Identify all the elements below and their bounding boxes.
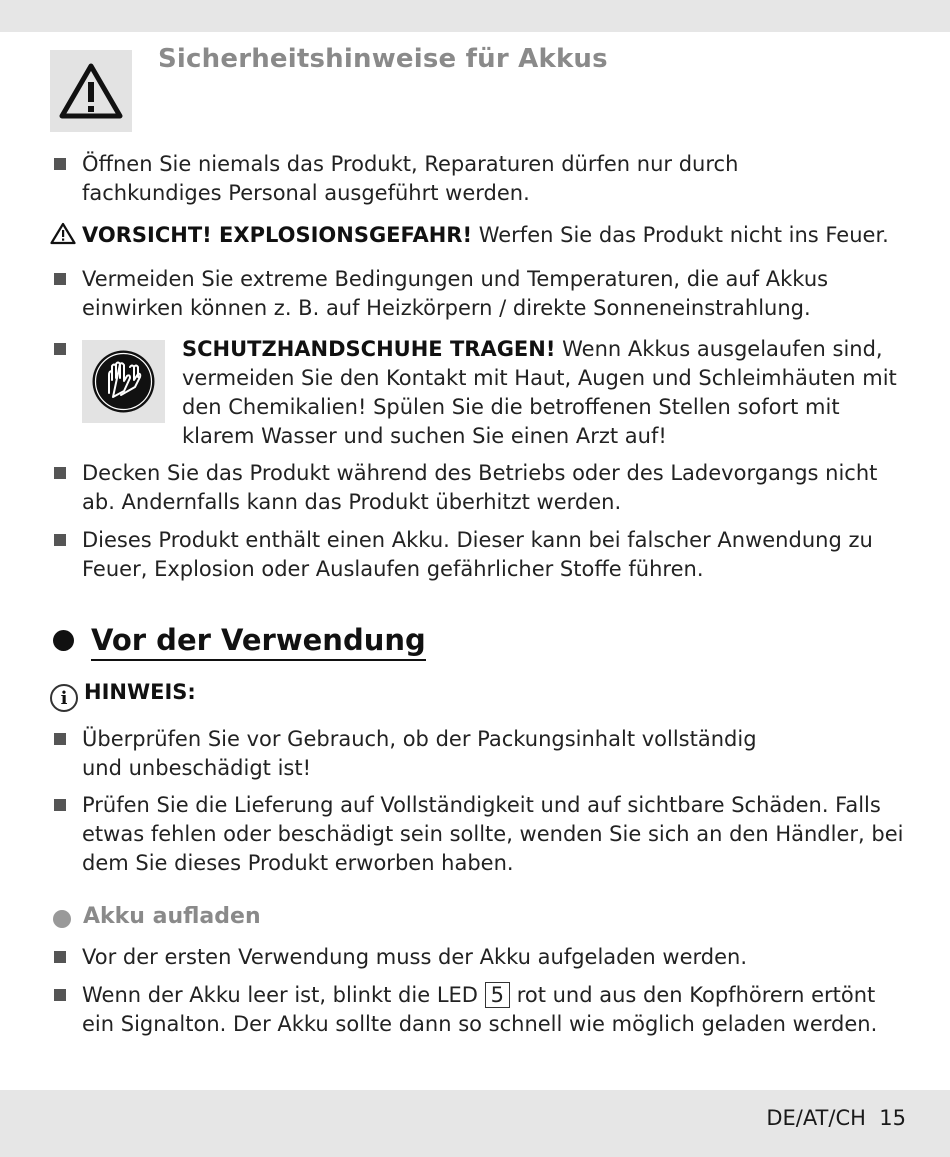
- charge-led-text-end: rot und aus den Kopfhörern ertönt ein Signalton. Der Akku sollte dann so schnell wie möglich geladen werden.: [82, 983, 878, 1036]
- safety-item-extreme-conditions: Vermeiden Sie extreme Bedingungen und Temperaturen, die auf Akkus einwirken können z. B. auf Heizkörpern / direkte Sonneneinstrahlung.: [82, 267, 829, 320]
- safety-item-open-product: Öffnen Sie niemals das Produkt, Reparaturen dürfen nur durch fachkundiges Personal ausgeführt werden.: [82, 152, 739, 205]
- charge-first-use-item: Vor der ersten Verwendung muss der Akku aufgeladen werden.: [82, 945, 747, 969]
- bullet-square: [54, 799, 66, 811]
- bullet-square: [54, 273, 66, 285]
- protective-gloves-icon: [91, 349, 156, 414]
- led-reference: 5: [485, 982, 510, 1008]
- safety-item-gloves: [182, 335, 902, 451]
- explosion-warning-text: Werfen Sie das Produkt nicht ins Feuer.: [472, 223, 889, 247]
- top-band: [0, 0, 950, 32]
- explosion-warning: [50, 221, 889, 250]
- heading-dot: [53, 630, 74, 651]
- bullet-square: [54, 158, 66, 170]
- gloves-text: Wenn Akkus ausgelaufen sind, vermeiden Sie den Kontakt mit Haut, Augen und Schleimhäuten mit den Chemikalien! Spülen Sie die betroffenen Stellen sofort mit klarem Wasser und suchen Sie einen Arzt auf!: [182, 337, 897, 448]
- note-label-text: HINWEIS:: [84, 680, 196, 704]
- warning-icon-box: [50, 50, 132, 132]
- heading-charge-battery: Akku aufladen: [83, 904, 261, 929]
- bullet-square: [54, 951, 66, 963]
- charge-led-text-start: Wenn der Akku leer ist, blinkt die LED: [82, 983, 485, 1007]
- check-delivery-item: Prüfen Sie die Lieferung auf Vollständigkeit und auf sichtbare Schäden. Falls etwas fehlen oder beschädigt sein sollte, wenden Sie sich an den Händler, bei dem Sie dieses Produkt erworben haben.: [82, 793, 904, 875]
- bullet-square: [54, 343, 66, 355]
- section-title: Sicherheitshinweise für Akkus: [158, 44, 608, 74]
- gloves-label: SCHUTZHANDSCHUHE TRAGEN!: [182, 337, 556, 361]
- bullet-square: [54, 733, 66, 745]
- safety-item-battery: Dieses Produkt enthält einen Akku. Dieser kann bei falscher Anwendung zu Feuer, Explosion oder Auslaufen gefährlicher Stoffe führen.: [82, 528, 873, 581]
- warning-triangle-icon: [59, 62, 123, 120]
- subheading-dot: [53, 910, 71, 928]
- heading-before-use: Vor der Verwendung: [91, 622, 426, 661]
- charge-led-item: [82, 981, 902, 1039]
- safety-item-cover: Decken Sie das Produkt während des Betriebs oder des Ladevorgangs nicht ab. Andernfalls kann das Produkt überhitzt werden.: [82, 461, 878, 514]
- warning-triangle-icon: [50, 222, 76, 245]
- bullet-square: [54, 989, 66, 1001]
- page-footer: DE/AT/CH 15: [766, 1106, 906, 1130]
- explosion-warning-label: VORSICHT! EXPLOSIONSGEFAHR!: [82, 223, 473, 247]
- check-contents-item: Überprüfen Sie vor Gebrauch, ob der Packungsinhalt vollständig und unbeschädigt ist!: [82, 727, 757, 780]
- info-icon: i: [50, 684, 78, 712]
- bullet-square: [54, 467, 66, 479]
- note-label: [50, 676, 196, 712]
- gloves-icon-box: [82, 340, 165, 423]
- bullet-square: [54, 534, 66, 546]
